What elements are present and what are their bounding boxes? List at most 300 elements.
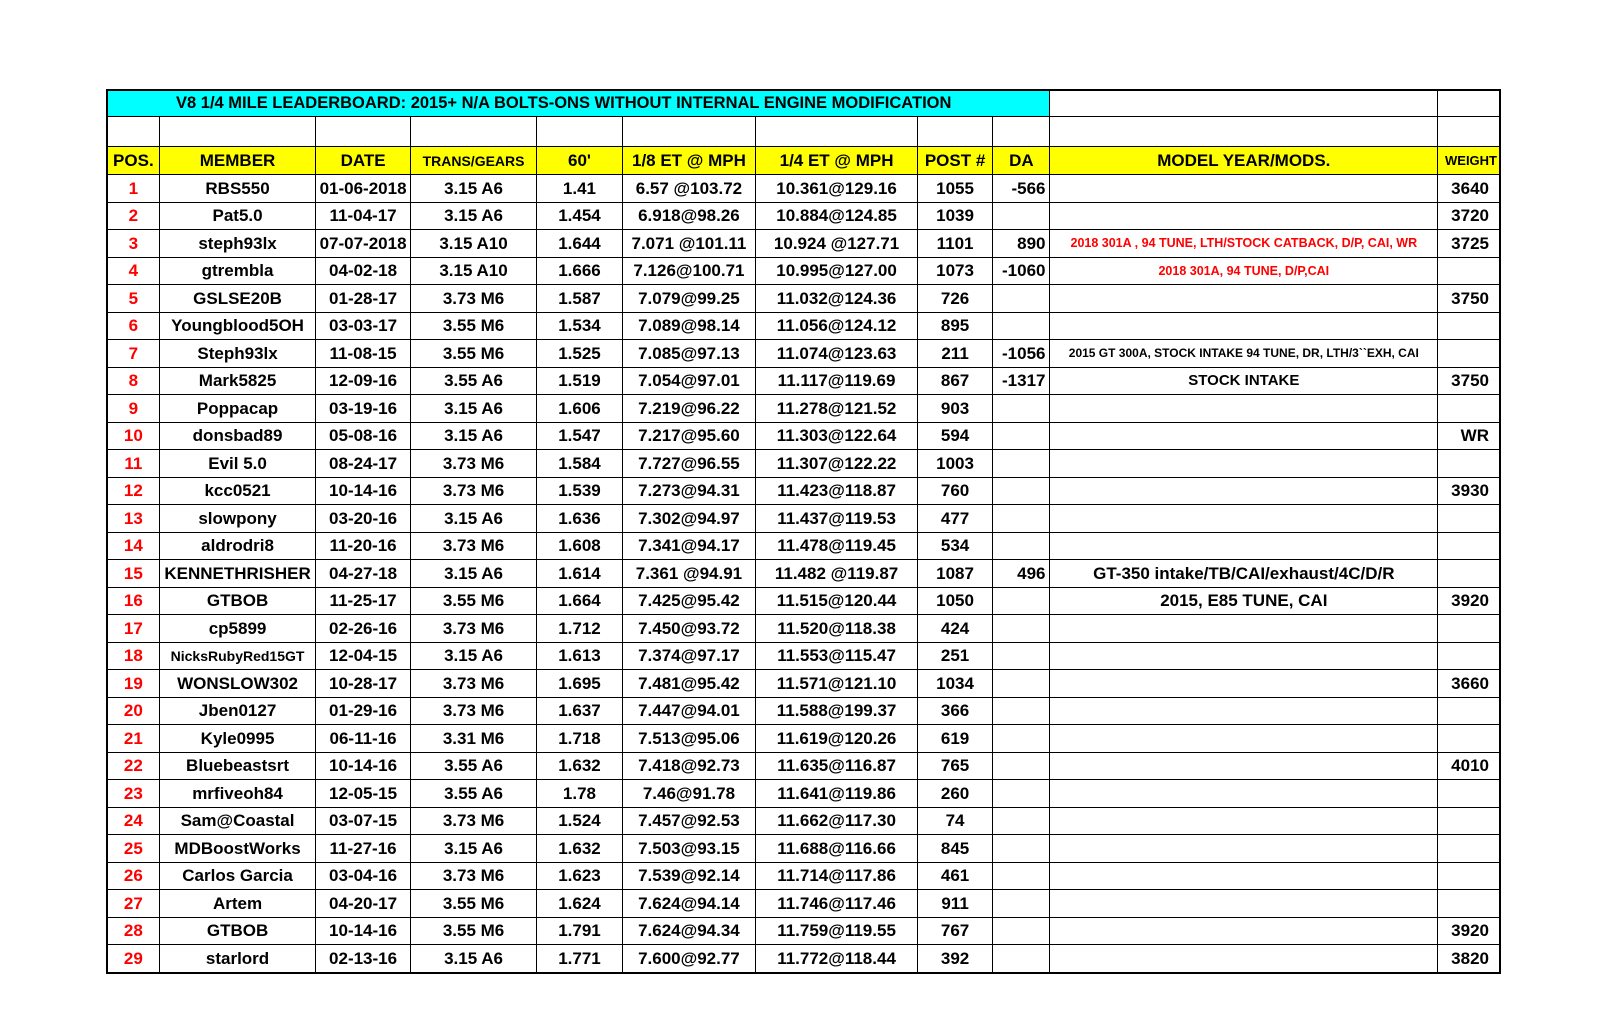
cell-date: 08-24-17 bbox=[316, 450, 410, 478]
cell-mods bbox=[1050, 395, 1438, 423]
cell-post: 726 bbox=[917, 285, 992, 313]
cell-mods bbox=[1050, 615, 1438, 643]
cell-da bbox=[993, 532, 1050, 560]
cell-date: 07-07-2018 bbox=[316, 230, 410, 258]
cell-trans: 3.15 A6 bbox=[410, 560, 537, 588]
cell-post: 534 bbox=[917, 532, 992, 560]
cell-member: starlord bbox=[159, 945, 316, 973]
table-row bbox=[107, 697, 1500, 725]
cell-post: 845 bbox=[917, 835, 992, 863]
cell-pos: 13 bbox=[107, 505, 159, 533]
cell-trans: 3.55 M6 bbox=[410, 587, 537, 615]
table-row bbox=[107, 340, 1500, 368]
cell-quarter: 11.520@118.38 bbox=[756, 615, 918, 643]
cell-sixty: 1.587 bbox=[537, 285, 622, 313]
empty-cell bbox=[1438, 117, 1500, 147]
cell-post: 1034 bbox=[917, 670, 992, 698]
cell-da bbox=[993, 642, 1050, 670]
cell-da bbox=[993, 587, 1050, 615]
cell-weight bbox=[1438, 505, 1500, 533]
cell-weight: 3750 bbox=[1438, 367, 1500, 395]
blank-row bbox=[107, 117, 1500, 147]
table-row bbox=[107, 285, 1500, 313]
cell-quarter: 11.553@115.47 bbox=[756, 642, 918, 670]
cell-member: GTBOB bbox=[159, 587, 316, 615]
cell-pos: 20 bbox=[107, 697, 159, 725]
cell-trans: 3.55 M6 bbox=[410, 312, 537, 340]
cell-eighth: 7.481@95.42 bbox=[622, 670, 756, 698]
table-row bbox=[107, 230, 1500, 258]
cell-weight: 4010 bbox=[1438, 752, 1500, 780]
title-row bbox=[107, 90, 1500, 117]
cell-mods bbox=[1050, 505, 1438, 533]
cell-eighth: 7.217@95.60 bbox=[622, 422, 756, 450]
cell-eighth: 6.57 @103.72 bbox=[622, 175, 756, 203]
cell-mods bbox=[1050, 202, 1438, 230]
cell-sixty: 1.791 bbox=[537, 917, 622, 945]
cell-weight bbox=[1438, 725, 1500, 753]
cell-post: 867 bbox=[917, 367, 992, 395]
cell-date: 11-25-17 bbox=[316, 587, 410, 615]
cell-date: 03-03-17 bbox=[316, 312, 410, 340]
cell-mods bbox=[1050, 175, 1438, 203]
table-row bbox=[107, 917, 1500, 945]
cell-member: Poppacap bbox=[159, 395, 316, 423]
header-quarter: 1/4 ET @ MPH bbox=[756, 147, 918, 175]
cell-da bbox=[993, 450, 1050, 478]
table-row bbox=[107, 945, 1500, 973]
cell-trans: 3.73 M6 bbox=[410, 807, 537, 835]
cell-sixty: 1.584 bbox=[537, 450, 622, 478]
cell-mods: 2015 GT 300A, STOCK INTAKE 94 TUNE, DR, LTH/3``EXH, CAI bbox=[1050, 340, 1438, 368]
cell-pos: 18 bbox=[107, 642, 159, 670]
header-post: POST # bbox=[917, 147, 992, 175]
cell-quarter: 11.437@119.53 bbox=[756, 505, 918, 533]
cell-eighth: 7.374@97.17 bbox=[622, 642, 756, 670]
cell-eighth: 7.600@92.77 bbox=[622, 945, 756, 973]
cell-post: 1039 bbox=[917, 202, 992, 230]
table-row bbox=[107, 835, 1500, 863]
cell-post: 1101 bbox=[917, 230, 992, 258]
cell-quarter: 11.515@120.44 bbox=[756, 587, 918, 615]
cell-member: steph93lx bbox=[159, 230, 316, 258]
cell-weight bbox=[1438, 890, 1500, 918]
cell-eighth: 7.071 @101.11 bbox=[622, 230, 756, 258]
cell-quarter: 10.995@127.00 bbox=[756, 257, 918, 285]
cell-post: 895 bbox=[917, 312, 992, 340]
cell-eighth: 7.079@99.25 bbox=[622, 285, 756, 313]
cell-post: 1055 bbox=[917, 175, 992, 203]
cell-da bbox=[993, 395, 1050, 423]
cell-quarter: 11.619@120.26 bbox=[756, 725, 918, 753]
cell-da bbox=[993, 780, 1050, 808]
cell-quarter: 11.074@123.63 bbox=[756, 340, 918, 368]
table-row bbox=[107, 725, 1500, 753]
cell-member: donsbad89 bbox=[159, 422, 316, 450]
cell-quarter: 10.884@124.85 bbox=[756, 202, 918, 230]
cell-post: 74 bbox=[917, 807, 992, 835]
cell-trans: 3.73 M6 bbox=[410, 697, 537, 725]
cell-quarter: 10.361@129.16 bbox=[756, 175, 918, 203]
cell-date: 03-04-16 bbox=[316, 862, 410, 890]
cell-member: Mark5825 bbox=[159, 367, 316, 395]
cell-date: 04-20-17 bbox=[316, 890, 410, 918]
cell-quarter: 10.924 @127.71 bbox=[756, 230, 918, 258]
cell-member: RBS550 bbox=[159, 175, 316, 203]
cell-sixty: 1.624 bbox=[537, 890, 622, 918]
cell-da bbox=[993, 917, 1050, 945]
cell-pos: 6 bbox=[107, 312, 159, 340]
cell-pos: 16 bbox=[107, 587, 159, 615]
cell-pos: 22 bbox=[107, 752, 159, 780]
cell-sixty: 1.666 bbox=[537, 257, 622, 285]
cell-da: -1317 bbox=[993, 367, 1050, 395]
leaderboard-table bbox=[106, 89, 1501, 974]
cell-quarter: 11.478@119.45 bbox=[756, 532, 918, 560]
cell-quarter: 11.117@119.69 bbox=[756, 367, 918, 395]
cell-da bbox=[993, 615, 1050, 643]
cell-eighth: 7.341@94.17 bbox=[622, 532, 756, 560]
cell-trans: 3.55 M6 bbox=[410, 340, 537, 368]
cell-member: Steph93lx bbox=[159, 340, 316, 368]
table-row bbox=[107, 450, 1500, 478]
cell-date: 11-08-15 bbox=[316, 340, 410, 368]
cell-sixty: 1.454 bbox=[537, 202, 622, 230]
table-row bbox=[107, 752, 1500, 780]
cell-sixty: 1.636 bbox=[537, 505, 622, 533]
header-mods: MODEL YEAR/MODS. bbox=[1050, 147, 1438, 175]
cell-weight bbox=[1438, 862, 1500, 890]
cell-post: 251 bbox=[917, 642, 992, 670]
cell-weight bbox=[1438, 780, 1500, 808]
cell-sixty: 1.632 bbox=[537, 752, 622, 780]
table-row bbox=[107, 615, 1500, 643]
cell-weight: 3640 bbox=[1438, 175, 1500, 203]
cell-sixty: 1.547 bbox=[537, 422, 622, 450]
cell-quarter: 11.772@118.44 bbox=[756, 945, 918, 973]
cell-post: 911 bbox=[917, 890, 992, 918]
cell-da bbox=[993, 202, 1050, 230]
cell-eighth: 7.624@94.14 bbox=[622, 890, 756, 918]
cell-date: 11-04-17 bbox=[316, 202, 410, 230]
cell-trans: 3.55 M6 bbox=[410, 917, 537, 945]
sheet-title: V8 1/4 MILE LEADERBOARD: 2015+ N/A BOLTS-ONS WITHOUT INTERNAL ENGINE MODIFICATION bbox=[107, 90, 1050, 117]
cell-member: gtrembla bbox=[159, 257, 316, 285]
cell-date: 03-20-16 bbox=[316, 505, 410, 533]
cell-weight bbox=[1438, 532, 1500, 560]
cell-sixty: 1.614 bbox=[537, 560, 622, 588]
cell-da bbox=[993, 697, 1050, 725]
cell-mods bbox=[1050, 725, 1438, 753]
cell-pos: 24 bbox=[107, 807, 159, 835]
cell-date: 06-11-16 bbox=[316, 725, 410, 753]
cell-weight: 3750 bbox=[1438, 285, 1500, 313]
cell-date: 04-02-18 bbox=[316, 257, 410, 285]
cell-weight: 3930 bbox=[1438, 477, 1500, 505]
cell-pos: 5 bbox=[107, 285, 159, 313]
cell-pos: 19 bbox=[107, 670, 159, 698]
table-row bbox=[107, 367, 1500, 395]
cell-da bbox=[993, 890, 1050, 918]
cell-trans: 3.55 A6 bbox=[410, 780, 537, 808]
table-row bbox=[107, 532, 1500, 560]
empty-cell bbox=[993, 117, 1050, 147]
cell-weight bbox=[1438, 560, 1500, 588]
cell-post: 767 bbox=[917, 917, 992, 945]
cell-member: NicksRubyRed15GT bbox=[159, 642, 316, 670]
cell-post: 461 bbox=[917, 862, 992, 890]
cell-quarter: 11.759@119.55 bbox=[756, 917, 918, 945]
cell-da bbox=[993, 807, 1050, 835]
cell-date: 01-06-2018 bbox=[316, 175, 410, 203]
cell-eighth: 7.126@100.71 bbox=[622, 257, 756, 285]
table-row bbox=[107, 862, 1500, 890]
cell-sixty: 1.539 bbox=[537, 477, 622, 505]
cell-date: 10-14-16 bbox=[316, 752, 410, 780]
cell-sixty: 1.534 bbox=[537, 312, 622, 340]
cell-trans: 3.15 A10 bbox=[410, 257, 537, 285]
cell-quarter: 11.032@124.36 bbox=[756, 285, 918, 313]
cell-pos: 8 bbox=[107, 367, 159, 395]
table-row bbox=[107, 395, 1500, 423]
cell-mods bbox=[1050, 642, 1438, 670]
cell-eighth: 7.089@98.14 bbox=[622, 312, 756, 340]
cell-da bbox=[993, 477, 1050, 505]
cell-trans: 3.15 A6 bbox=[410, 945, 537, 973]
table-row bbox=[107, 780, 1500, 808]
cell-da bbox=[993, 285, 1050, 313]
cell-weight: 3920 bbox=[1438, 587, 1500, 615]
cell-eighth: 7.273@94.31 bbox=[622, 477, 756, 505]
cell-post: 594 bbox=[917, 422, 992, 450]
cell-date: 01-28-17 bbox=[316, 285, 410, 313]
cell-mods bbox=[1050, 697, 1438, 725]
cell-member: kcc0521 bbox=[159, 477, 316, 505]
cell-member: Jben0127 bbox=[159, 697, 316, 725]
cell-weight bbox=[1438, 340, 1500, 368]
cell-post: 1050 bbox=[917, 587, 992, 615]
cell-date: 12-05-15 bbox=[316, 780, 410, 808]
cell-post: 366 bbox=[917, 697, 992, 725]
cell-pos: 7 bbox=[107, 340, 159, 368]
cell-post: 477 bbox=[917, 505, 992, 533]
empty-cell bbox=[622, 117, 756, 147]
cell-sixty: 1.712 bbox=[537, 615, 622, 643]
cell-date: 02-26-16 bbox=[316, 615, 410, 643]
cell-mods bbox=[1050, 917, 1438, 945]
cell-sixty: 1.623 bbox=[537, 862, 622, 890]
header-weight: WEIGHT bbox=[1438, 147, 1500, 175]
cell-da bbox=[993, 505, 1050, 533]
cell-weight bbox=[1438, 395, 1500, 423]
cell-sixty: 1.606 bbox=[537, 395, 622, 423]
cell-mods bbox=[1050, 862, 1438, 890]
cell-mods bbox=[1050, 450, 1438, 478]
cell-post: 392 bbox=[917, 945, 992, 973]
empty-cell bbox=[756, 117, 918, 147]
cell-trans: 3.15 A6 bbox=[410, 422, 537, 450]
cell-mods bbox=[1050, 890, 1438, 918]
cell-member: Kyle0995 bbox=[159, 725, 316, 753]
cell-trans: 3.15 A6 bbox=[410, 505, 537, 533]
cell-sixty: 1.664 bbox=[537, 587, 622, 615]
cell-mods: 2015, E85 TUNE, CAI bbox=[1050, 587, 1438, 615]
cell-da: 890 bbox=[993, 230, 1050, 258]
cell-quarter: 11.746@117.46 bbox=[756, 890, 918, 918]
table-row bbox=[107, 505, 1500, 533]
cell-da: -1060 bbox=[993, 257, 1050, 285]
cell-trans: 3.73 M6 bbox=[410, 532, 537, 560]
cell-da bbox=[993, 670, 1050, 698]
cell-pos: 23 bbox=[107, 780, 159, 808]
cell-quarter: 11.423@118.87 bbox=[756, 477, 918, 505]
header-trans: TRANS/GEARS bbox=[410, 147, 537, 175]
table-row bbox=[107, 422, 1500, 450]
cell-trans: 3.15 A10 bbox=[410, 230, 537, 258]
cell-date: 02-13-16 bbox=[316, 945, 410, 973]
cell-eighth: 7.46@91.78 bbox=[622, 780, 756, 808]
cell-quarter: 11.307@122.22 bbox=[756, 450, 918, 478]
cell-eighth: 7.425@95.42 bbox=[622, 587, 756, 615]
cell-eighth: 7.361 @94.91 bbox=[622, 560, 756, 588]
cell-weight bbox=[1438, 697, 1500, 725]
cell-pos: 14 bbox=[107, 532, 159, 560]
cell-mods bbox=[1050, 477, 1438, 505]
empty-cell bbox=[316, 117, 410, 147]
cell-pos: 29 bbox=[107, 945, 159, 973]
empty-cell bbox=[107, 117, 159, 147]
cell-eighth: 7.727@96.55 bbox=[622, 450, 756, 478]
table-row bbox=[107, 312, 1500, 340]
cell-member: KENNETHRISHER bbox=[159, 560, 316, 588]
cell-weight: 3720 bbox=[1438, 202, 1500, 230]
cell-member: Sam@Coastal bbox=[159, 807, 316, 835]
cell-trans: 3.55 A6 bbox=[410, 367, 537, 395]
cell-date: 11-27-16 bbox=[316, 835, 410, 863]
header-row bbox=[107, 147, 1500, 175]
cell-member: Bluebeastsrt bbox=[159, 752, 316, 780]
cell-trans: 3.73 M6 bbox=[410, 285, 537, 313]
cell-date: 12-09-16 bbox=[316, 367, 410, 395]
cell-member: GSLSE20B bbox=[159, 285, 316, 313]
cell-post: 1073 bbox=[917, 257, 992, 285]
cell-weight: 3820 bbox=[1438, 945, 1500, 973]
cell-sixty: 1.771 bbox=[537, 945, 622, 973]
cell-weight bbox=[1438, 450, 1500, 478]
cell-weight: 3725 bbox=[1438, 230, 1500, 258]
cell-pos: 25 bbox=[107, 835, 159, 863]
cell-sixty: 1.41 bbox=[537, 175, 622, 203]
cell-trans: 3.55 M6 bbox=[410, 890, 537, 918]
cell-trans: 3.73 M6 bbox=[410, 862, 537, 890]
cell-member: GTBOB bbox=[159, 917, 316, 945]
cell-eighth: 7.302@94.97 bbox=[622, 505, 756, 533]
cell-member: Artem bbox=[159, 890, 316, 918]
cell-sixty: 1.78 bbox=[537, 780, 622, 808]
cell-trans: 3.15 A6 bbox=[410, 395, 537, 423]
cell-date: 03-07-15 bbox=[316, 807, 410, 835]
cell-trans: 3.73 M6 bbox=[410, 615, 537, 643]
empty-cell bbox=[1438, 90, 1500, 117]
cell-mods bbox=[1050, 835, 1438, 863]
header-eighth: 1/8 ET @ MPH bbox=[622, 147, 756, 175]
cell-post: 1087 bbox=[917, 560, 992, 588]
cell-member: WONSLOW302 bbox=[159, 670, 316, 698]
cell-sixty: 1.718 bbox=[537, 725, 622, 753]
cell-date: 05-08-16 bbox=[316, 422, 410, 450]
cell-eighth: 7.447@94.01 bbox=[622, 697, 756, 725]
table-row bbox=[107, 642, 1500, 670]
cell-sixty: 1.613 bbox=[537, 642, 622, 670]
cell-quarter: 11.635@116.87 bbox=[756, 752, 918, 780]
cell-quarter: 11.662@117.30 bbox=[756, 807, 918, 835]
cell-member: aldrodri8 bbox=[159, 532, 316, 560]
cell-trans: 3.15 A6 bbox=[410, 175, 537, 203]
cell-eighth: 6.918@98.26 bbox=[622, 202, 756, 230]
cell-eighth: 7.513@95.06 bbox=[622, 725, 756, 753]
cell-weight bbox=[1438, 642, 1500, 670]
cell-quarter: 11.303@122.64 bbox=[756, 422, 918, 450]
cell-mods bbox=[1050, 780, 1438, 808]
cell-trans: 3.31 M6 bbox=[410, 725, 537, 753]
cell-post: 424 bbox=[917, 615, 992, 643]
cell-member: mrfiveoh84 bbox=[159, 780, 316, 808]
cell-quarter: 11.714@117.86 bbox=[756, 862, 918, 890]
empty-cell bbox=[1050, 117, 1438, 147]
cell-trans: 3.55 A6 bbox=[410, 752, 537, 780]
cell-sixty: 1.695 bbox=[537, 670, 622, 698]
cell-post: 260 bbox=[917, 780, 992, 808]
cell-pos: 2 bbox=[107, 202, 159, 230]
cell-sixty: 1.525 bbox=[537, 340, 622, 368]
cell-da: 496 bbox=[993, 560, 1050, 588]
cell-member: cp5899 bbox=[159, 615, 316, 643]
cell-quarter: 11.482 @119.87 bbox=[756, 560, 918, 588]
cell-date: 12-04-15 bbox=[316, 642, 410, 670]
cell-da: -566 bbox=[993, 175, 1050, 203]
cell-date: 11-20-16 bbox=[316, 532, 410, 560]
cell-mods: 2018 301A , 94 TUNE, LTH/STOCK CATBACK, D/P, CAI, WR bbox=[1050, 230, 1438, 258]
cell-eighth: 7.624@94.34 bbox=[622, 917, 756, 945]
cell-trans: 3.73 M6 bbox=[410, 450, 537, 478]
empty-cell bbox=[917, 117, 992, 147]
cell-da: -1056 bbox=[993, 340, 1050, 368]
cell-eighth: 7.054@97.01 bbox=[622, 367, 756, 395]
header-pos: POS. bbox=[107, 147, 159, 175]
cell-weight bbox=[1438, 807, 1500, 835]
cell-mods bbox=[1050, 807, 1438, 835]
header-member: MEMBER bbox=[159, 147, 316, 175]
cell-eighth: 7.085@97.13 bbox=[622, 340, 756, 368]
cell-date: 10-28-17 bbox=[316, 670, 410, 698]
cell-pos: 12 bbox=[107, 477, 159, 505]
cell-pos: 27 bbox=[107, 890, 159, 918]
cell-weight bbox=[1438, 312, 1500, 340]
cell-sixty: 1.637 bbox=[537, 697, 622, 725]
table-row bbox=[107, 477, 1500, 505]
cell-da bbox=[993, 752, 1050, 780]
cell-eighth: 7.418@92.73 bbox=[622, 752, 756, 780]
header-sixty: 60' bbox=[537, 147, 622, 175]
cell-date: 01-29-16 bbox=[316, 697, 410, 725]
cell-member: Evil 5.0 bbox=[159, 450, 316, 478]
table-row bbox=[107, 202, 1500, 230]
cell-post: 1003 bbox=[917, 450, 992, 478]
cell-post: 619 bbox=[917, 725, 992, 753]
cell-trans: 3.15 A6 bbox=[410, 642, 537, 670]
cell-da bbox=[993, 422, 1050, 450]
empty-cell bbox=[410, 117, 537, 147]
